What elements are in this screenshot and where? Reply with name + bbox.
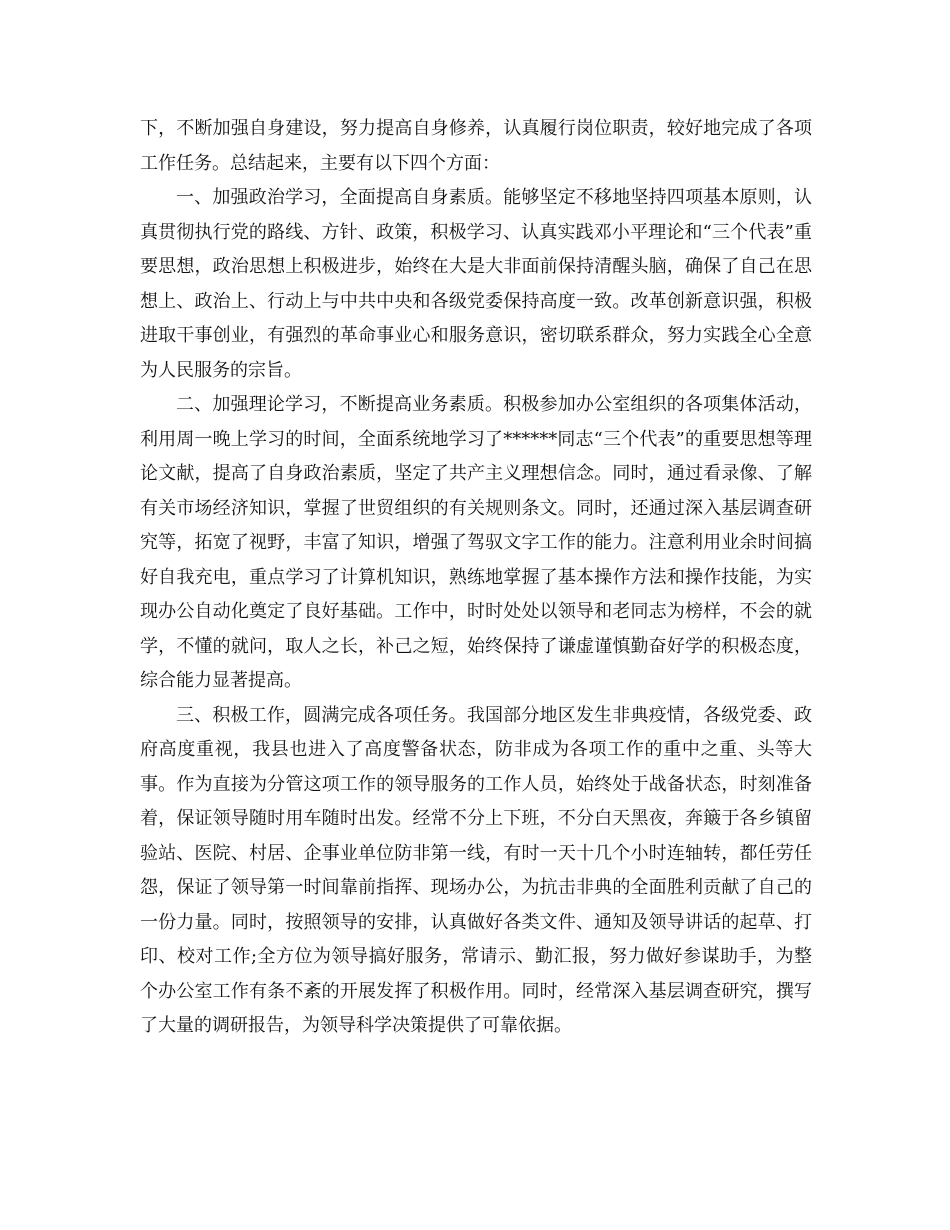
paragraph-theory-study: 二、加强理论学习，不断提高业务素质。积极参加办公室组织的各项集体活动，利用周一晚上学习的时间，全面系统地学习了******同志“三个代表”的重要思想等理论文献，提高了自身政治素质，坚定了共产主义理想信念。同时，通过看录像、了解有关市场经济知识，掌握了世贸组织的有关规则条文。同时，还通过深入基层调查研究等，拓宽了视野，丰富了知识，增强了驾驭文字工作的能力。注意利用业余时间搞好自我充电，重点学习了计算机知识，熟练地掌握了基本操作方法和操作技能，为实现办公自动化奠定了良好基础。工作中，时时处处以领导和老同志为榜样，不会的就学，不懂的就问，取人之长，补己之短，始终保持了谦虚谨慎勤奋好学的积极态度，综合能力显著提高。 [140, 394, 812, 691]
paragraph-active-work: 三、积极工作，圆满完成各项任务。我国部分地区发生非典疫情，各级党委、政府高度重视，我县也进入了高度警备状态，防非成为各项工作的重中之重、头等大事。作为直接为分管这项工作的领导服务的工作人员，始终处于战备状态，时刻准备着，保证领导随时用车随时出发。经常不分上下班，不分白天黑夜，奔簸于各乡镇留验站、医院、村居、企事业单位防非第一线，有时一天十几个小时连轴转，都任劳任怨，保证了领导第一时间靠前指挥、现场办公，为抗击非典的全面胜利贡献了自己的一份力量。同时，按照领导的安排，认真做好各类文件、通知及领导讲话的起草、打印、校对工作;全方位为领导搞好服务，常请示、勤汇报，努力做好参谋助手，为整个办公室工作有条不紊的开展发挥了积极作用。同时，经常深入基层调查研究，撰写了大量的调研报告，为领导科学决策提供了可靠依据。 [140, 704, 812, 1036]
paragraph-intro-continuation: 下，不断加强自身建设，努力提高自身修养，认真履行岗位职责，较好地完成了各项工作任务。总结起来，主要有以下四个方面： [140, 118, 812, 174]
paragraph-political-study: 一、加强政治学习，全面提高自身素质。能够坚定不移地坚持四项基本原则，认真贯彻执行党的路线、方针、政策，积极学习、认真实践邓小平理论和“三个代表”重要思想，政治思想上积极进步，始终在大是大非面前保持清醒头脑，确保了自己在思想上、政治上、行动上与中共中央和各级党委保持高度一致。改革创新意识强，积极进取干事创业，有强烈的革命事业心和服务意识，密切联系群众，努力实践全心全意为人民服务的宗旨。 [140, 187, 812, 381]
document-page [140, 112, 812, 1044]
